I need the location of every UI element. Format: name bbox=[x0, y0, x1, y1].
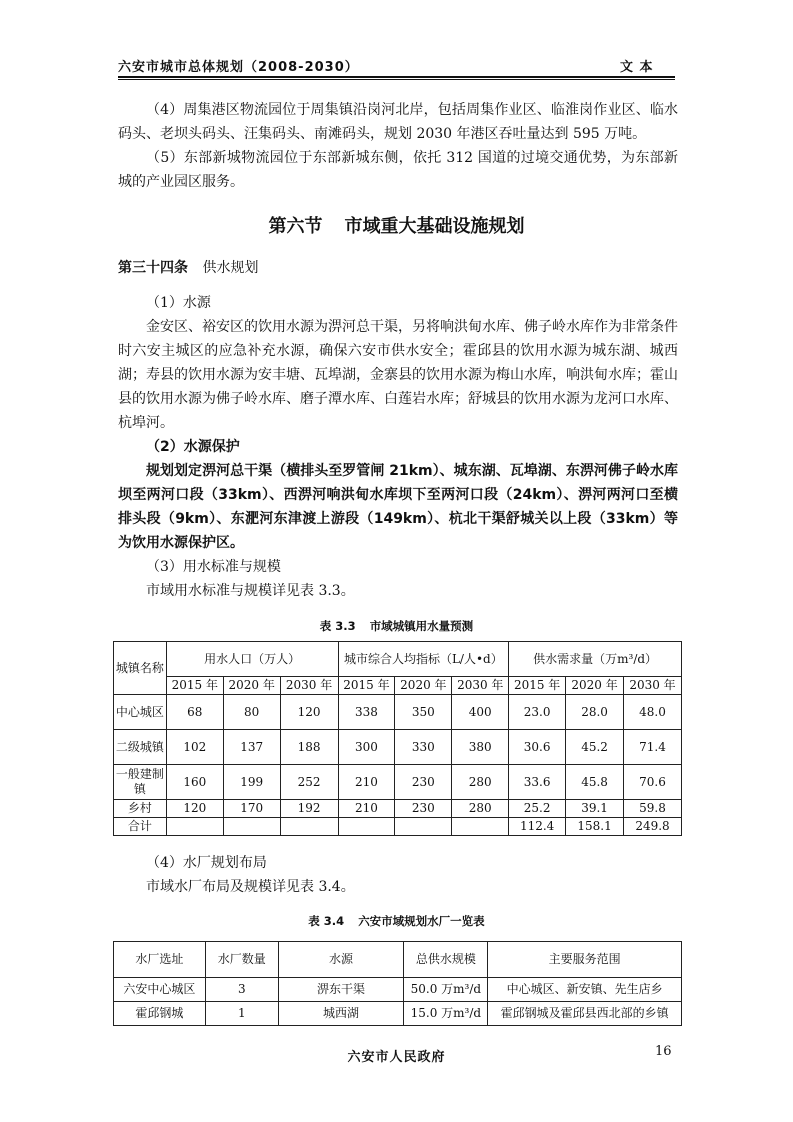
table-cell: 158.1 bbox=[566, 818, 624, 836]
table-header-year: 2030 年 bbox=[280, 677, 338, 695]
section-heading bbox=[0, 212, 793, 238]
table-cell: 霍邱钢城及霍邱县西北部的乡镇 bbox=[488, 1002, 682, 1026]
table-header-year: 2030 年 bbox=[624, 677, 682, 695]
table-header-year: 2015 年 bbox=[338, 677, 395, 695]
table-cell: 192 bbox=[280, 800, 338, 818]
table-cell: 1 bbox=[205, 1002, 278, 1026]
table-cell: 城西湖 bbox=[278, 1002, 404, 1026]
table-header-town: 城镇名称 bbox=[114, 642, 167, 695]
table-cell: 102 bbox=[166, 730, 223, 765]
paragraph-east-newtown: （5）东部新城物流园位于东部新城东侧，依托 312 国道的过境交通优势，为东部新城的产业园区服务。 bbox=[118, 150, 678, 190]
footer-issuer: 六安市人民政府 bbox=[347, 1050, 446, 1065]
table-row bbox=[114, 765, 682, 800]
table-cell: 霍邱钢城 bbox=[114, 1002, 206, 1026]
section-number: 第六节 bbox=[268, 216, 323, 237]
section-title: 市域重大基础设施规划 bbox=[344, 216, 525, 237]
table-header-year: 2030 年 bbox=[452, 677, 509, 695]
table-cell: 120 bbox=[280, 695, 338, 730]
table-header-cell: 主要服务范围 bbox=[488, 942, 682, 978]
table-cell: 199 bbox=[223, 765, 280, 800]
table-cell: 252 bbox=[280, 765, 338, 800]
header-doc-type: 文 本 bbox=[620, 60, 654, 75]
table-3-4-caption bbox=[0, 913, 793, 929]
table-cell: 210 bbox=[338, 765, 395, 800]
header-rule-thick bbox=[118, 76, 675, 78]
page-number: 16 bbox=[655, 1044, 672, 1059]
table-header-per-capita: 城市综合人均指标（L/人•d） bbox=[338, 642, 509, 677]
table-cell: 45.8 bbox=[566, 765, 624, 800]
table-cell: 68 bbox=[166, 695, 223, 730]
row-town-name: 乡村 bbox=[114, 800, 167, 818]
row-town-name: 一般建制镇 bbox=[114, 765, 167, 800]
table-3-3-title: 市域城镇用水量预测 bbox=[369, 619, 474, 633]
table-header-cell: 水厂选址 bbox=[114, 942, 206, 978]
table-cell: 23.0 bbox=[509, 695, 566, 730]
table-header-row bbox=[114, 942, 682, 978]
table-cell: 280 bbox=[452, 800, 509, 818]
header-title: 六安市城市总体规划（2008-2030） bbox=[118, 60, 359, 75]
table-cell: 59.8 bbox=[624, 800, 682, 818]
table-cell: 137 bbox=[223, 730, 280, 765]
table-cell bbox=[166, 818, 223, 836]
subheading-water-protection: （2）水源保护 bbox=[146, 439, 240, 455]
table-row bbox=[114, 800, 682, 818]
table-cell bbox=[452, 818, 509, 836]
table-cell: 80 bbox=[223, 695, 280, 730]
table-cell bbox=[223, 818, 280, 836]
table-cell: 33.6 bbox=[509, 765, 566, 800]
table-cell: 300 bbox=[338, 730, 395, 765]
table-3-4-number: 表 3.4 bbox=[308, 914, 345, 928]
row-town-name: 二级城镇 bbox=[114, 730, 167, 765]
table-cell: 中心城区、新安镇、先生店乡 bbox=[488, 978, 682, 1002]
table-cell: 330 bbox=[395, 730, 452, 765]
table-cell: 230 bbox=[395, 800, 452, 818]
subheading-water-source: （1）水源 bbox=[146, 295, 211, 311]
table-cell: 30.6 bbox=[509, 730, 566, 765]
paragraph-zhouji-port: （4）周集港区物流园位于周集镇沿岗河北岸，包括周集作业区、临淮岗作业区、临水码头、老坝头码头、汪集码头、南滩码头，规划 2030 年港区吞吐量达到 595 万吨。 bbox=[118, 102, 678, 142]
table-header-year: 2020 年 bbox=[566, 677, 624, 695]
table-cell bbox=[338, 818, 395, 836]
table-cell: 338 bbox=[338, 695, 395, 730]
table-cell: 3 bbox=[205, 978, 278, 1002]
table-water-plants bbox=[113, 941, 682, 1026]
table-cell: 400 bbox=[452, 695, 509, 730]
article-heading bbox=[118, 256, 678, 280]
subheading-water-standard: （3）用水标准与规模 bbox=[146, 559, 281, 575]
table-cell: 112.4 bbox=[509, 818, 566, 836]
article-title: 供水规划 bbox=[202, 260, 259, 276]
table-total-row bbox=[114, 818, 682, 836]
table-cell: 淠东干渠 bbox=[278, 978, 404, 1002]
table-cell bbox=[395, 818, 452, 836]
table-row bbox=[114, 730, 682, 765]
table-header-cell: 水厂数量 bbox=[205, 942, 278, 978]
table-cell: 15.0 万m³/d bbox=[404, 1002, 488, 1026]
table-header-cell: 总供水规模 bbox=[404, 942, 488, 978]
table-year-row bbox=[114, 677, 682, 695]
table-water-demand bbox=[113, 641, 682, 836]
table-header-year: 2015 年 bbox=[509, 677, 566, 695]
table-cell: 六安中心城区 bbox=[114, 978, 206, 1002]
table-row bbox=[114, 1002, 682, 1026]
table-cell: 28.0 bbox=[566, 695, 624, 730]
table-cell: 39.1 bbox=[566, 800, 624, 818]
table-row bbox=[114, 695, 682, 730]
article-number: 第三十四条 bbox=[118, 260, 188, 276]
table-cell bbox=[280, 818, 338, 836]
table-cell: 170 bbox=[223, 800, 280, 818]
table-cell: 350 bbox=[395, 695, 452, 730]
table-3-3-number: 表 3.3 bbox=[319, 619, 356, 633]
table-cell: 210 bbox=[338, 800, 395, 818]
table-header-row bbox=[114, 642, 682, 677]
table-cell: 230 bbox=[395, 765, 452, 800]
paragraph-water-protection: 规划划定淠河总干渠（横排头至罗管闸 21km）、城东湖、瓦埠湖、东淠河佛子岭水库坝至两河口段（33km）、西淠河响洪甸水库坝下至两河口段（24km）、淠河两河口至横排头段（9km）、东淝河东津渡上游段（149km）、杭北干渠舒城关以上段（33km）等为饮用水源保护区。 bbox=[118, 463, 678, 551]
table-header-demand: 供水需求量（万m³/d） bbox=[509, 642, 682, 677]
table-header-population: 用水人口（万人） bbox=[166, 642, 338, 677]
table-cell: 50.0 万m³/d bbox=[404, 978, 488, 1002]
table-cell: 380 bbox=[452, 730, 509, 765]
table-cell: 120 bbox=[166, 800, 223, 818]
table-cell: 48.0 bbox=[624, 695, 682, 730]
table-cell: 70.6 bbox=[624, 765, 682, 800]
table-row bbox=[114, 978, 682, 1002]
table-header-year: 2015 年 bbox=[166, 677, 223, 695]
row-town-name: 合计 bbox=[114, 818, 167, 836]
table-header-year: 2020 年 bbox=[223, 677, 280, 695]
table-cell: 25.2 bbox=[509, 800, 566, 818]
table-header-cell: 水源 bbox=[278, 942, 404, 978]
table-header-year: 2020 年 bbox=[395, 677, 452, 695]
table-cell: 160 bbox=[166, 765, 223, 800]
table-3-4-title: 六安市域规划水厂一览表 bbox=[358, 914, 485, 928]
table-cell: 71.4 bbox=[624, 730, 682, 765]
table-cell: 249.8 bbox=[624, 818, 682, 836]
subheading-water-plant: （4）水厂规划布局 bbox=[146, 855, 267, 871]
table-3-3-caption bbox=[0, 618, 793, 634]
paragraph-water-standard-ref: 市域用水标准与规模详见表 3.3。 bbox=[146, 583, 355, 599]
header-rule-thin bbox=[118, 79, 675, 80]
paragraph-water-source: 金安区、裕安区的饮用水源为淠河总干渠，另将响洪甸水库、佛子岭水库作为非常条件时六安主城区的应急补充水源，确保六安市供水安全；霍邱县的饮用水源为城东湖、城西湖；寿县的饮用水源为安丰塘、瓦埠湖，金寨县的饮用水源为梅山水库，响洪甸水库；霍山县的饮用水源为佛子岭水库、磨子潭水库、白莲岩水库；舒城县的饮用水源为龙河口水库、杭埠河。 bbox=[118, 319, 678, 431]
table-cell: 45.2 bbox=[566, 730, 624, 765]
paragraph-water-plant-ref: 市域水厂布局及规模详见表 3.4。 bbox=[146, 879, 355, 895]
row-town-name: 中心城区 bbox=[114, 695, 167, 730]
table-cell: 188 bbox=[280, 730, 338, 765]
table-cell: 280 bbox=[452, 765, 509, 800]
